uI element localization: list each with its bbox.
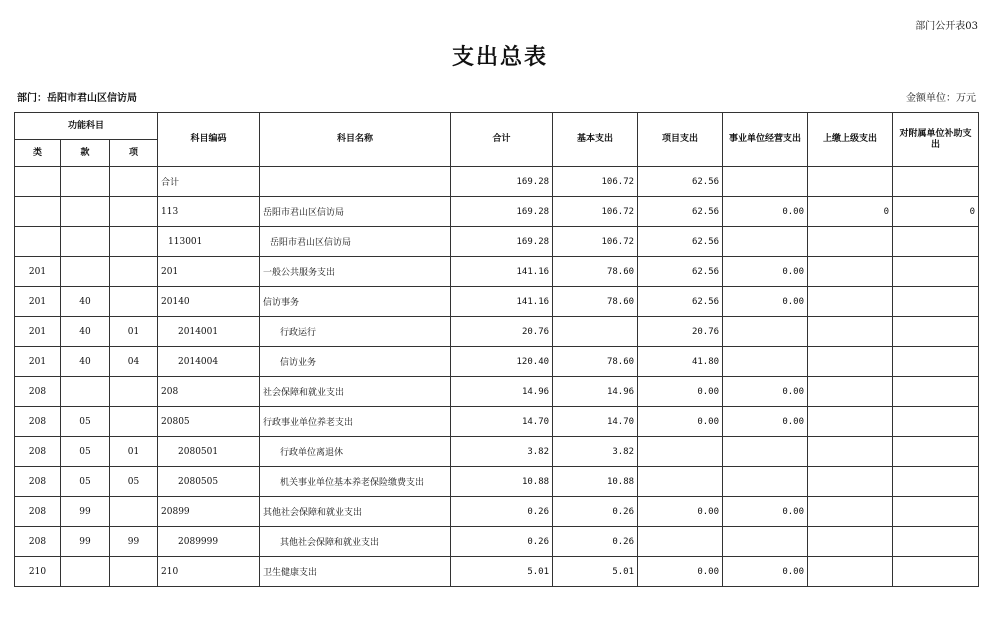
cell-subsidy: [893, 467, 979, 497]
cell-upper: [808, 377, 893, 407]
cell-basic: 14.70: [553, 407, 638, 437]
cell-name: 机关事业单位基本养老保险缴费支出: [260, 467, 451, 497]
cell-lei: 201: [15, 347, 61, 377]
cell-basic: 106.72: [553, 167, 638, 197]
cell-name: 一般公共服务支出: [260, 257, 451, 287]
cell-code: 2080505: [158, 467, 260, 497]
cell-basic: 106.72: [553, 227, 638, 257]
cell-business: [723, 167, 808, 197]
expenditure-table: [14, 112, 979, 587]
cell-project: 0.00: [638, 377, 723, 407]
cell-business: [723, 347, 808, 377]
cell-lei: 201: [15, 257, 61, 287]
cell-total: 141.16: [451, 287, 553, 317]
cell-upper: [808, 257, 893, 287]
cell-xiang: [110, 377, 158, 407]
cell-name: 社会保障和就业支出: [260, 377, 451, 407]
cell-business: 0.00: [723, 557, 808, 587]
cell-project: 62.56: [638, 197, 723, 227]
cell-project: [638, 437, 723, 467]
cell-kuan: 05: [61, 467, 110, 497]
cell-subsidy: [893, 497, 979, 527]
cell-code: 210: [158, 557, 260, 587]
cell-basic: 78.60: [553, 287, 638, 317]
cell-code: 2080501: [158, 437, 260, 467]
cell-name: 岳阳市君山区信访局: [260, 227, 451, 257]
cell-subsidy: [893, 527, 979, 557]
form-code: 部门公开表03: [915, 21, 978, 32]
cell-total: 120.40: [451, 347, 553, 377]
table-row: [15, 527, 979, 557]
cell-code: 201: [158, 257, 260, 287]
cell-total: 3.82: [451, 437, 553, 467]
cell-xiang: 05: [110, 467, 158, 497]
cell-basic: 3.82: [553, 437, 638, 467]
cell-subsidy: [893, 407, 979, 437]
cell-name: [260, 167, 451, 197]
cell-business: 0.00: [723, 377, 808, 407]
cell-subsidy: [893, 377, 979, 407]
cell-total: 14.70: [451, 407, 553, 437]
cell-business: [723, 317, 808, 347]
cell-project: [638, 467, 723, 497]
table-row: [15, 257, 979, 287]
cell-subsidy: [893, 167, 979, 197]
cell-project: 0.00: [638, 407, 723, 437]
cell-total: 20.76: [451, 317, 553, 347]
header-function-subject: 功能科目: [15, 113, 158, 140]
table-row: [15, 317, 979, 347]
cell-subsidy: [893, 287, 979, 317]
cell-kuan: [61, 197, 110, 227]
cell-name: 其他社会保障和就业支出: [260, 527, 451, 557]
cell-lei: 208: [15, 407, 61, 437]
cell-total: 141.16: [451, 257, 553, 287]
cell-total: 0.26: [451, 527, 553, 557]
cell-project: 62.56: [638, 227, 723, 257]
cell-upper: [808, 557, 893, 587]
cell-upper: [808, 347, 893, 377]
cell-code: 113: [158, 197, 260, 227]
cell-business: [723, 467, 808, 497]
cell-basic: [553, 317, 638, 347]
cell-kuan: [61, 557, 110, 587]
table-row: [15, 347, 979, 377]
cell-xiang: [110, 257, 158, 287]
department-label: 部门：岳阳市君山区信访局: [17, 93, 137, 104]
cell-total: 169.28: [451, 227, 553, 257]
header-xiang: 项: [110, 140, 158, 167]
table-row: [15, 287, 979, 317]
cell-upper: [808, 467, 893, 497]
cell-lei: 210: [15, 557, 61, 587]
cell-xiang: [110, 227, 158, 257]
page-title: 支出总表: [451, 45, 548, 70]
cell-code: 208: [158, 377, 260, 407]
table-row: [15, 167, 979, 197]
cell-kuan: [61, 167, 110, 197]
cell-kuan: 05: [61, 407, 110, 437]
unit-label: 金额单位：万元: [906, 93, 976, 104]
cell-project: 0.00: [638, 497, 723, 527]
cell-basic: 14.96: [553, 377, 638, 407]
table-row: [15, 377, 979, 407]
cell-project: 41.80: [638, 347, 723, 377]
cell-subsidy: [893, 347, 979, 377]
cell-xiang: 01: [110, 317, 158, 347]
cell-lei: [15, 197, 61, 227]
cell-total: 169.28: [451, 197, 553, 227]
header-project: 项目支出: [638, 113, 723, 167]
cell-kuan: 99: [61, 527, 110, 557]
cell-project: 0.00: [638, 557, 723, 587]
cell-lei: 201: [15, 317, 61, 347]
cell-lei: 201: [15, 287, 61, 317]
cell-lei: 208: [15, 497, 61, 527]
cell-code: 113001: [158, 227, 260, 257]
cell-total: 14.96: [451, 377, 553, 407]
cell-name: 信访业务: [260, 347, 451, 377]
cell-project: [638, 527, 723, 557]
header-code: 科目编码: [158, 113, 260, 167]
header-name: 科目名称: [260, 113, 451, 167]
cell-name: 行政运行: [260, 317, 451, 347]
cell-basic: 0.26: [553, 497, 638, 527]
cell-basic: 10.88: [553, 467, 638, 497]
cell-upper: [808, 407, 893, 437]
table-body: [15, 167, 979, 587]
cell-code: 20805: [158, 407, 260, 437]
cell-kuan: [61, 227, 110, 257]
cell-kuan: 99: [61, 497, 110, 527]
cell-name: 其他社会保障和就业支出: [260, 497, 451, 527]
header-upper: 上缴上级支出: [808, 113, 893, 167]
cell-basic: 106.72: [553, 197, 638, 227]
header-subsidy: 对附属单位补助支出: [893, 113, 979, 167]
cell-business: 0.00: [723, 407, 808, 437]
cell-code: 20140: [158, 287, 260, 317]
cell-code: 合计: [158, 167, 260, 197]
cell-business: 0.00: [723, 287, 808, 317]
cell-code: 20899: [158, 497, 260, 527]
cell-name: 行政事业单位养老支出: [260, 407, 451, 437]
cell-basic: 0.26: [553, 527, 638, 557]
cell-project: 62.56: [638, 167, 723, 197]
cell-name: 行政单位离退休: [260, 437, 451, 467]
table-row: [15, 407, 979, 437]
table-row: [15, 227, 979, 257]
header-kuan: 款: [61, 140, 110, 167]
cell-upper: [808, 497, 893, 527]
cell-upper: 0: [808, 197, 893, 227]
cell-business: [723, 527, 808, 557]
header-basic: 基本支出: [553, 113, 638, 167]
cell-xiang: [110, 197, 158, 227]
cell-xiang: 04: [110, 347, 158, 377]
header-business: 事业单位经营支出: [723, 113, 808, 167]
cell-kuan: 40: [61, 347, 110, 377]
cell-lei: [15, 167, 61, 197]
cell-lei: [15, 227, 61, 257]
cell-lei: 208: [15, 377, 61, 407]
cell-subsidy: [893, 257, 979, 287]
cell-lei: 208: [15, 527, 61, 557]
table-row: [15, 557, 979, 587]
cell-upper: [808, 227, 893, 257]
cell-xiang: [110, 557, 158, 587]
cell-lei: 208: [15, 467, 61, 497]
cell-subsidy: [893, 437, 979, 467]
cell-subsidy: 0: [893, 197, 979, 227]
cell-kuan: 40: [61, 317, 110, 347]
cell-business: [723, 437, 808, 467]
cell-subsidy: [893, 317, 979, 347]
cell-total: 169.28: [451, 167, 553, 197]
cell-name: 岳阳市君山区信访局: [260, 197, 451, 227]
cell-business: 0.00: [723, 257, 808, 287]
cell-xiang: [110, 497, 158, 527]
cell-subsidy: [893, 227, 979, 257]
cell-name: 卫生健康支出: [260, 557, 451, 587]
cell-xiang: [110, 287, 158, 317]
cell-business: 0.00: [723, 497, 808, 527]
cell-upper: [808, 527, 893, 557]
cell-basic: 5.01: [553, 557, 638, 587]
cell-xiang: [110, 167, 158, 197]
table-row: [15, 437, 979, 467]
cell-basic: 78.60: [553, 257, 638, 287]
cell-name: 信访事务: [260, 287, 451, 317]
cell-kuan: [61, 257, 110, 287]
cell-code: 2014004: [158, 347, 260, 377]
cell-project: 20.76: [638, 317, 723, 347]
cell-xiang: 01: [110, 437, 158, 467]
cell-xiang: 99: [110, 527, 158, 557]
table-row: [15, 467, 979, 497]
cell-upper: [808, 167, 893, 197]
cell-project: 62.56: [638, 257, 723, 287]
cell-subsidy: [893, 557, 979, 587]
cell-total: 5.01: [451, 557, 553, 587]
cell-code: 2014001: [158, 317, 260, 347]
header-total: 合计: [451, 113, 553, 167]
cell-business: 0.00: [723, 197, 808, 227]
cell-total: 10.88: [451, 467, 553, 497]
table-row: [15, 497, 979, 527]
cell-kuan: [61, 377, 110, 407]
table-row: [15, 197, 979, 227]
cell-project: 62.56: [638, 287, 723, 317]
cell-kuan: 05: [61, 437, 110, 467]
cell-upper: [808, 287, 893, 317]
cell-upper: [808, 437, 893, 467]
header-lei: 类: [15, 140, 61, 167]
cell-code: 2089999: [158, 527, 260, 557]
cell-xiang: [110, 407, 158, 437]
cell-kuan: 40: [61, 287, 110, 317]
cell-total: 0.26: [451, 497, 553, 527]
cell-lei: 208: [15, 437, 61, 467]
cell-basic: 78.60: [553, 347, 638, 377]
cell-business: [723, 227, 808, 257]
cell-upper: [808, 317, 893, 347]
